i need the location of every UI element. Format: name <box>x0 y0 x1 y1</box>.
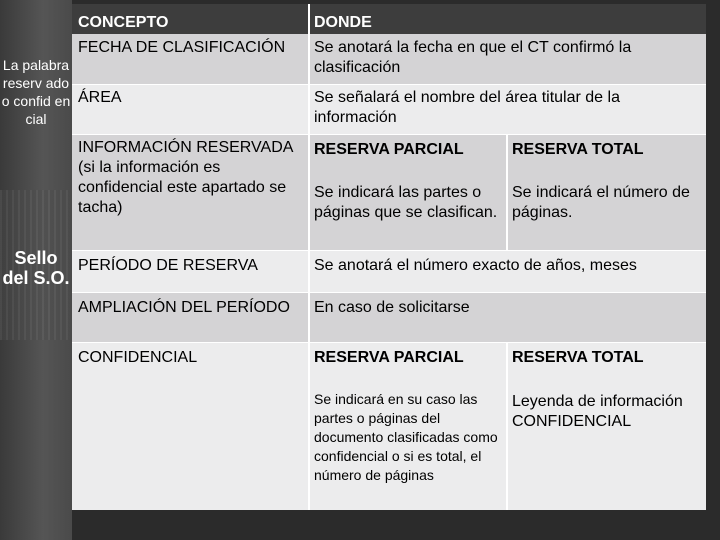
subcolumn-divider-confidencial <box>506 342 508 510</box>
informacion-total-text: Se indicará el número de páginas. <box>512 184 690 221</box>
cell-ampliacion-concepto: AMPLIACIÓN DEL PERÍODO <box>72 292 308 342</box>
cell-informacion-concepto: INFORMACIÓN RESERVADA (si la información es confidencial este apartado se tacha) <box>72 134 308 250</box>
confidencial-parcial-title: RESERVA PARCIAL <box>314 349 464 366</box>
informacion-parcial-title: RESERVA PARCIAL <box>314 141 464 158</box>
cell-area-donde: Se señalará el nombre del área titular de la información <box>308 84 706 134</box>
cell-periodo-concepto: PERÍODO DE RESERVA <box>72 250 308 292</box>
row-divider <box>72 292 706 293</box>
informacion-parcial-text: Se indicará las partes o páginas que se clasifican. <box>314 184 498 221</box>
side-note-seal: Sello del S.O. <box>2 248 70 288</box>
row-divider <box>72 84 706 85</box>
header-concepto: CONCEPTO <box>72 4 308 34</box>
cell-periodo-donde: Se anotará el número exacto de años, meses <box>308 250 706 292</box>
informacion-total-title: RESERVA TOTAL <box>512 141 644 158</box>
confidencial-total-text: Leyenda de información CONFIDENCIAL <box>512 393 683 430</box>
column-divider <box>308 4 310 510</box>
row-divider <box>72 342 706 343</box>
row-divider <box>72 134 706 135</box>
row-divider <box>72 250 706 251</box>
cell-area-concepto: ÁREA <box>72 84 308 134</box>
confidencial-total-title: RESERVA TOTAL <box>512 349 644 366</box>
cell-ampliacion-donde: En caso de solicitarse <box>308 292 706 342</box>
header-donde: DONDE <box>308 4 706 34</box>
cell-fecha-donde: Se anotará la fecha en que el CT confirmó la clasificación <box>308 34 706 84</box>
confidencial-parcial-text: Se indicará en su caso las partes o páginas del documento clasificadas como confidencial o si es total, el número de páginas <box>314 391 498 483</box>
cell-fecha-concepto: FECHA DE CLASIFICACIÓN <box>72 34 308 84</box>
side-note-reserved-word: La palabra reserv ado o confid en cial <box>1 57 71 127</box>
subcolumn-divider-informacion <box>506 134 508 250</box>
cell-confidencial-concepto: CONFIDENCIAL <box>72 342 308 510</box>
